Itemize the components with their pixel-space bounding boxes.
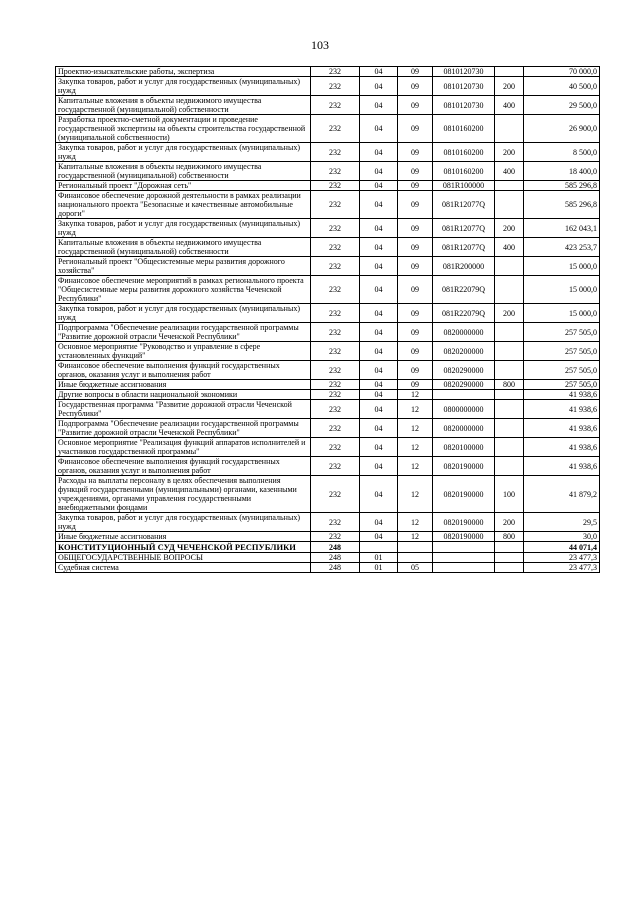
row-subsection-code — [398, 553, 433, 563]
row-amount: 41 938,6 — [524, 438, 600, 457]
row-target-article-code: 0810160200 — [433, 115, 495, 143]
row-subsection-code: 09 — [398, 380, 433, 390]
row-amount: 41 938,6 — [524, 419, 600, 438]
row-section-code: 04 — [360, 143, 398, 162]
table-row — [56, 67, 600, 77]
row-subsection-code: 09 — [398, 304, 433, 323]
row-section-code: 04 — [360, 400, 398, 419]
row-expense-type-code: 400 — [495, 162, 524, 181]
row-expense-type-code — [495, 542, 524, 553]
row-target-article-code: 0810120730 — [433, 77, 495, 96]
row-target-article-code: 0810160200 — [433, 143, 495, 162]
row-amount: 18 400,0 — [524, 162, 600, 181]
table-row — [56, 191, 600, 219]
row-section-code: 04 — [360, 67, 398, 77]
row-subsection-code: 12 — [398, 532, 433, 542]
row-name: Закупка товаров, работ и услуг для государственных (муниципальных) нужд — [56, 143, 311, 162]
row-ved-code: 232 — [311, 476, 360, 513]
table-row — [56, 419, 600, 438]
row-target-article-code: 081R100000 — [433, 181, 495, 191]
row-amount: 29,5 — [524, 513, 600, 532]
row-target-article-code: 0820290000 — [433, 361, 495, 380]
row-section-code: 04 — [360, 77, 398, 96]
row-target-article-code: 0820100000 — [433, 438, 495, 457]
table-row — [56, 304, 600, 323]
row-target-article-code: 0820290000 — [433, 380, 495, 390]
row-amount: 23 477,3 — [524, 563, 600, 573]
row-expense-type-code — [495, 553, 524, 563]
row-name: Капитальные вложения в объекты недвижимого имущества государственной (муниципальной) собственности — [56, 238, 311, 257]
table-row — [56, 219, 600, 238]
row-expense-type-code: 200 — [495, 219, 524, 238]
row-ved-code: 232 — [311, 323, 360, 342]
row-subsection-code — [398, 542, 433, 553]
row-section-code: 04 — [360, 532, 398, 542]
row-expense-type-code — [495, 181, 524, 191]
row-target-article-code: 081R22079Q — [433, 304, 495, 323]
row-amount: 15 000,0 — [524, 276, 600, 304]
budget-table-body — [56, 67, 600, 573]
row-ved-code: 232 — [311, 532, 360, 542]
row-subsection-code: 12 — [398, 438, 433, 457]
row-expense-type-code — [495, 390, 524, 400]
row-ved-code: 232 — [311, 457, 360, 476]
row-subsection-code: 12 — [398, 457, 433, 476]
row-ved-code: 232 — [311, 438, 360, 457]
row-expense-type-code — [495, 191, 524, 219]
row-ved-code: 232 — [311, 400, 360, 419]
row-section-code — [360, 542, 398, 553]
row-name: Расходы на выплаты персоналу в целях обеспечения выполнения функций государственными (муниципальными) органами, казенными учреждениями, органами управления государственными внебюджетными фондами — [56, 476, 311, 513]
table-row — [56, 563, 600, 573]
row-expense-type-code — [495, 400, 524, 419]
row-subsection-code: 09 — [398, 115, 433, 143]
table-row — [56, 323, 600, 342]
row-ved-code: 232 — [311, 115, 360, 143]
row-name: Региональный проект "Общесистемные меры развития дорожного хозяйства" — [56, 257, 311, 276]
table-row — [56, 476, 600, 513]
row-subsection-code: 12 — [398, 513, 433, 532]
row-section-code: 04 — [360, 219, 398, 238]
row-ved-code: 232 — [311, 181, 360, 191]
row-ved-code: 248 — [311, 563, 360, 573]
row-target-article-code: 0810160200 — [433, 162, 495, 181]
row-name: Основное мероприятие "Руководство и управление в сфере установленных функций" — [56, 342, 311, 361]
row-name: Капитальные вложения в объекты недвижимого имущества государственной (муниципальной) собственности — [56, 162, 311, 181]
row-section-code: 04 — [360, 342, 398, 361]
row-target-article-code: 081R12077Q — [433, 219, 495, 238]
row-expense-type-code: 400 — [495, 238, 524, 257]
row-subsection-code: 09 — [398, 191, 433, 219]
row-amount: 41 938,6 — [524, 400, 600, 419]
row-ved-code: 248 — [311, 542, 360, 553]
row-ved-code: 232 — [311, 191, 360, 219]
row-amount: 30,0 — [524, 532, 600, 542]
row-target-article-code — [433, 563, 495, 573]
row-subsection-code: 09 — [398, 181, 433, 191]
row-expense-type-code — [495, 419, 524, 438]
row-name: Государственная программа "Развитие дорожной отрасли Чеченской Республики" — [56, 400, 311, 419]
row-subsection-code: 12 — [398, 419, 433, 438]
row-amount: 162 043,1 — [524, 219, 600, 238]
row-subsection-code: 09 — [398, 257, 433, 276]
table-row — [56, 77, 600, 96]
row-amount: 15 000,0 — [524, 257, 600, 276]
row-ved-code: 232 — [311, 143, 360, 162]
row-expense-type-code — [495, 257, 524, 276]
row-expense-type-code: 200 — [495, 143, 524, 162]
row-ved-code: 232 — [311, 238, 360, 257]
row-amount: 41 938,6 — [524, 390, 600, 400]
row-ved-code: 232 — [311, 380, 360, 390]
row-name: Финансовое обеспечение выполнения функций государственных органов, оказания услуг и выполнения работ — [56, 361, 311, 380]
row-amount: 26 900,0 — [524, 115, 600, 143]
row-section-code: 04 — [360, 390, 398, 400]
row-subsection-code: 12 — [398, 400, 433, 419]
row-section-code: 04 — [360, 513, 398, 532]
row-subsection-code: 09 — [398, 67, 433, 77]
row-expense-type-code — [495, 563, 524, 573]
row-target-article-code: 0800000000 — [433, 400, 495, 419]
row-subsection-code: 09 — [398, 96, 433, 115]
row-target-article-code: 0820200000 — [433, 342, 495, 361]
row-section-code: 04 — [360, 191, 398, 219]
row-expense-type-code: 200 — [495, 304, 524, 323]
row-subsection-code: 09 — [398, 219, 433, 238]
row-section-code: 04 — [360, 257, 398, 276]
row-subsection-code: 09 — [398, 77, 433, 96]
row-subsection-code: 09 — [398, 276, 433, 304]
row-section-code: 01 — [360, 563, 398, 573]
table-row — [56, 238, 600, 257]
row-amount: 44 071,4 — [524, 542, 600, 553]
row-expense-type-code: 400 — [495, 96, 524, 115]
row-name: Капитальные вложения в объекты недвижимого имущества государственной (муниципальной) собственности — [56, 96, 311, 115]
row-section-code: 04 — [360, 115, 398, 143]
row-target-article-code: 0820000000 — [433, 323, 495, 342]
row-expense-type-code — [495, 276, 524, 304]
table-row — [56, 143, 600, 162]
table-row — [56, 162, 600, 181]
row-expense-type-code — [495, 342, 524, 361]
row-name: Другие вопросы в области национальной экономики — [56, 390, 311, 400]
row-target-article-code: 0820190000 — [433, 457, 495, 476]
table-row — [56, 438, 600, 457]
row-section-code: 04 — [360, 96, 398, 115]
row-name: Закупка товаров, работ и услуг для государственных (муниципальных) нужд — [56, 77, 311, 96]
row-ved-code: 232 — [311, 361, 360, 380]
table-row — [56, 542, 600, 553]
row-ved-code: 232 — [311, 77, 360, 96]
row-ved-code: 232 — [311, 304, 360, 323]
row-section-code: 04 — [360, 380, 398, 390]
row-section-code: 04 — [360, 276, 398, 304]
row-name: Закупка товаров, работ и услуг для государственных (муниципальных) нужд — [56, 304, 311, 323]
row-amount: 41 879,2 — [524, 476, 600, 513]
row-amount: 40 500,0 — [524, 77, 600, 96]
row-ved-code: 232 — [311, 219, 360, 238]
row-target-article-code — [433, 390, 495, 400]
row-expense-type-code: 200 — [495, 77, 524, 96]
row-section-code: 04 — [360, 181, 398, 191]
row-target-article-code: 0810120730 — [433, 96, 495, 115]
table-row — [56, 553, 600, 563]
row-ved-code: 248 — [311, 553, 360, 563]
row-section-code: 01 — [360, 553, 398, 563]
row-section-code: 04 — [360, 162, 398, 181]
table-row — [56, 257, 600, 276]
row-subsection-code: 09 — [398, 162, 433, 181]
row-target-article-code: 0820190000 — [433, 532, 495, 542]
row-section-code: 04 — [360, 476, 398, 513]
row-expense-type-code — [495, 361, 524, 380]
row-ved-code: 232 — [311, 67, 360, 77]
row-name: КОНСТИТУЦИОННЫЙ СУД ЧЕЧЕНСКОЙ РЕСПУБЛИКИ — [56, 542, 311, 553]
row-target-article-code — [433, 553, 495, 563]
table-row — [56, 513, 600, 532]
row-ved-code: 232 — [311, 276, 360, 304]
row-ved-code: 232 — [311, 390, 360, 400]
row-name: Финансовое обеспечение мероприятий в рамках регионального проекта "Общесистемные меры развития дорожного хозяйства Чеченской Республики" — [56, 276, 311, 304]
row-subsection-code: 09 — [398, 361, 433, 380]
row-ved-code: 232 — [311, 257, 360, 276]
row-target-article-code: 0810120730 — [433, 67, 495, 77]
row-name: Подпрограмма "Обеспечение реализации государственной программы "Развитие дорожной отрасли Чеченской Республики" — [56, 419, 311, 438]
row-name: Финансовое обеспечение дорожной деятельности в рамках реализации национального проекта "Безопасные и качественные автомобильные дороги" — [56, 191, 311, 219]
row-section-code: 04 — [360, 238, 398, 257]
row-subsection-code: 12 — [398, 476, 433, 513]
row-section-code: 04 — [360, 323, 398, 342]
page-number: 103 — [311, 38, 329, 52]
row-name: Иные бюджетные ассигнования — [56, 532, 311, 542]
row-amount: 257 505,0 — [524, 380, 600, 390]
row-target-article-code: 081R12077Q — [433, 238, 495, 257]
table-row — [56, 457, 600, 476]
row-target-article-code: 081R12077Q — [433, 191, 495, 219]
row-amount: 8 500,0 — [524, 143, 600, 162]
row-name: ОБЩЕГОСУДАРСТВЕННЫЕ ВОПРОСЫ — [56, 553, 311, 563]
row-expense-type-code — [495, 457, 524, 476]
row-ved-code: 232 — [311, 96, 360, 115]
row-expense-type-code: 800 — [495, 532, 524, 542]
row-subsection-code: 09 — [398, 238, 433, 257]
row-target-article-code: 0820000000 — [433, 419, 495, 438]
row-ved-code: 232 — [311, 419, 360, 438]
row-ved-code: 232 — [311, 513, 360, 532]
row-ved-code: 232 — [311, 342, 360, 361]
row-expense-type-code: 100 — [495, 476, 524, 513]
table-row — [56, 380, 600, 390]
table-row — [56, 390, 600, 400]
table-row — [56, 342, 600, 361]
row-ved-code: 232 — [311, 162, 360, 181]
row-amount: 585 296,8 — [524, 191, 600, 219]
table-row — [56, 181, 600, 191]
row-target-article-code: 0820190000 — [433, 476, 495, 513]
row-section-code: 04 — [360, 304, 398, 323]
row-section-code: 04 — [360, 457, 398, 476]
row-amount: 257 505,0 — [524, 323, 600, 342]
row-name: Региональный проект "Дорожная сеть" — [56, 181, 311, 191]
row-section-code: 04 — [360, 361, 398, 380]
row-amount: 70 000,0 — [524, 67, 600, 77]
row-subsection-code: 05 — [398, 563, 433, 573]
row-amount: 41 938,6 — [524, 457, 600, 476]
budget-table — [55, 66, 600, 573]
table-row — [56, 532, 600, 542]
row-target-article-code: 0820190000 — [433, 513, 495, 532]
table-row — [56, 400, 600, 419]
row-subsection-code: 09 — [398, 143, 433, 162]
row-expense-type-code: 200 — [495, 513, 524, 532]
row-amount: 29 500,0 — [524, 96, 600, 115]
row-target-article-code: 081R22079Q — [433, 276, 495, 304]
row-subsection-code: 09 — [398, 342, 433, 361]
table-row — [56, 115, 600, 143]
row-target-article-code: 081R200000 — [433, 257, 495, 276]
row-expense-type-code — [495, 115, 524, 143]
row-subsection-code: 09 — [398, 323, 433, 342]
row-expense-type-code: 800 — [495, 380, 524, 390]
row-amount: 423 253,7 — [524, 238, 600, 257]
row-subsection-code: 12 — [398, 390, 433, 400]
row-amount: 23 477,3 — [524, 553, 600, 563]
row-name: Судебная система — [56, 563, 311, 573]
row-section-code: 04 — [360, 438, 398, 457]
row-name: Разработка проектно-сметной документации и проведение государственной экспертизы на объекты строительства государственной (муниципальной собственности) — [56, 115, 311, 143]
table-row — [56, 361, 600, 380]
row-amount: 257 505,0 — [524, 361, 600, 380]
row-name: Закупка товаров, работ и услуг для государственных (муниципальных) нужд — [56, 219, 311, 238]
row-section-code: 04 — [360, 419, 398, 438]
row-amount: 15 000,0 — [524, 304, 600, 323]
row-name: Проектно-изыскательские работы, экспертиза — [56, 67, 311, 77]
row-target-article-code — [433, 542, 495, 553]
row-expense-type-code — [495, 67, 524, 77]
row-name: Закупка товаров, работ и услуг для государственных (муниципальных) нужд — [56, 513, 311, 532]
row-amount: 257 505,0 — [524, 342, 600, 361]
table-row — [56, 276, 600, 304]
row-amount: 585 296,8 — [524, 181, 600, 191]
row-expense-type-code — [495, 323, 524, 342]
row-name: Иные бюджетные ассигнования — [56, 380, 311, 390]
row-expense-type-code — [495, 438, 524, 457]
row-name: Основное мероприятие "Реализация функций аппаратов исполнителей и участников государственной программы" — [56, 438, 311, 457]
table-row — [56, 96, 600, 115]
row-name: Подпрограмма "Обеспечение реализации государственной программы "Развитие дорожной отрасли Чеченской Республики" — [56, 323, 311, 342]
row-name: Финансовое обеспечение выполнения функций государственных органов, оказания услуг и выполнения работ — [56, 457, 311, 476]
